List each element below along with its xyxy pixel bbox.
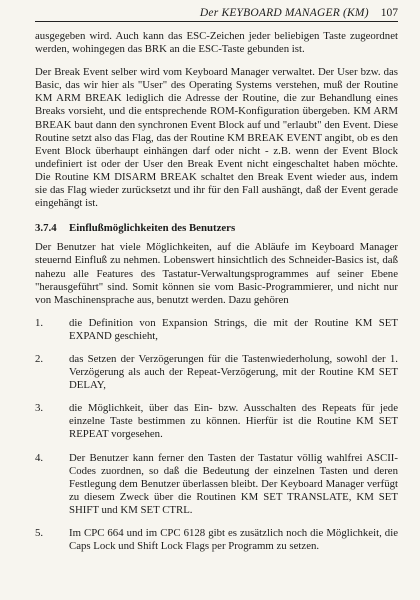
running-head: Der KEYBOARD MANAGER (KM) (199, 7, 369, 19)
list-item (35, 402, 398, 441)
section-number: 3.7.4 (35, 222, 57, 235)
page-header (35, 0, 398, 22)
section-heading (35, 222, 398, 235)
list-item-text: Im CPC 664 und im CPC 6128 gibt es zusätzlich noch die Möglichkeit, die Caps Lock und Shift Lock Flags per Programm zu setzen. (69, 527, 398, 553)
list-item-number: 4. (35, 451, 44, 464)
paragraph: Der Break Event selber wird vom Keyboard Manager verwaltet. Der User bzw. das Basic, das wir hier als "User" des Operating Systems verstehen, muß der Routine KM ARM BREAK lediglich die Adresse der Routine, die zur Behandlung eines Breaks vorsieht, und die entsprechende ROM-Konfiguration übergeben. KM ARM BREAK baut dann den synchronen Event Block auf und "erlaubt" den Event. Diese Routine setzt also das Flag, das der Routine KM BREAK EVENT angibt, ob es den Event Block überhaupt einhängen darf oder nicht - z.B. wenn der Event Block undefiniert ist oder der User den Break Event nicht eingeschaltet haben möchte. Die Routine KM DISARM BREAK schaltet den Break Event wieder aus, indem sie das Flag wieder zurücksetzt und ihr für den Fall aushängt, daß der Event gerade eingehängt ist. (35, 66, 398, 210)
section-title: Einflußmöglichkeiten des Benutzers (69, 222, 236, 235)
numbered-list (35, 317, 398, 553)
page-body (35, 30, 398, 563)
list-item-number: 1. (35, 316, 44, 329)
list-item (35, 527, 398, 553)
list-item-number: 3. (35, 402, 44, 415)
section-intro: Der Benutzer hat viele Möglichkeiten, auf die Abläufe im Keyboard Manager steuernd Einfluß zu nehmen. Lobenswert hinsichtlich des Schneider-Basics ist, daß nahezu alle Features des Tastatur-Verwaltungsprogrammes auf seiner Ebene "herausgeführt" sind. Somit können sie vom Basic-Programmierer, und nicht nur von Maschinensprache aus, benutzt werden. Dazu gehören (35, 241, 398, 306)
list-item (35, 317, 398, 343)
list-item (35, 353, 398, 392)
list-item (35, 452, 398, 517)
list-item-number: 5. (35, 527, 44, 539)
page-number: 107 (380, 7, 398, 19)
list-item-number: 2. (35, 352, 44, 365)
paragraph: ausgegeben wird. Auch kann das ESC-Zeichen jeder beliebigen Taste zugeordnet werden, wohingegen das BRK an die ESC-Taste gebunden ist. (35, 30, 398, 56)
list-item-text: die Definition von Expansion Strings, die mit der Routine KM SET EXPAND geschieht, (69, 316, 398, 342)
list-item-text: Der Benutzer kann ferner den Tasten der Tastatur völlig wahlfrei ASCII-Codes zuordnen, so daß die Bedeutung der einzelnen Tasten und deren Festlegung dem Benutzer überlassen bleibt. Der Keyboard Manager verfügt zu diesem Zweck über die Routinen KM SET TRANSLATE, KM SET SHIFT und KM SET CTRL. (69, 451, 398, 516)
list-item-text: das Setzen der Verzögerungen für die Tastenwiederholung, sowohl der 1. Verzögerung als auch der Repeat-Verzögerung, mit der Routine KM SET DELAY, (69, 352, 398, 392)
list-item-text: die Möglichkeit, über das Ein- bzw. Ausschalten des Repeats für jede einzelne Taste bestimmen zu können. Hierfür ist die Routine KM SET REPEAT vorgesehen. (69, 402, 398, 441)
